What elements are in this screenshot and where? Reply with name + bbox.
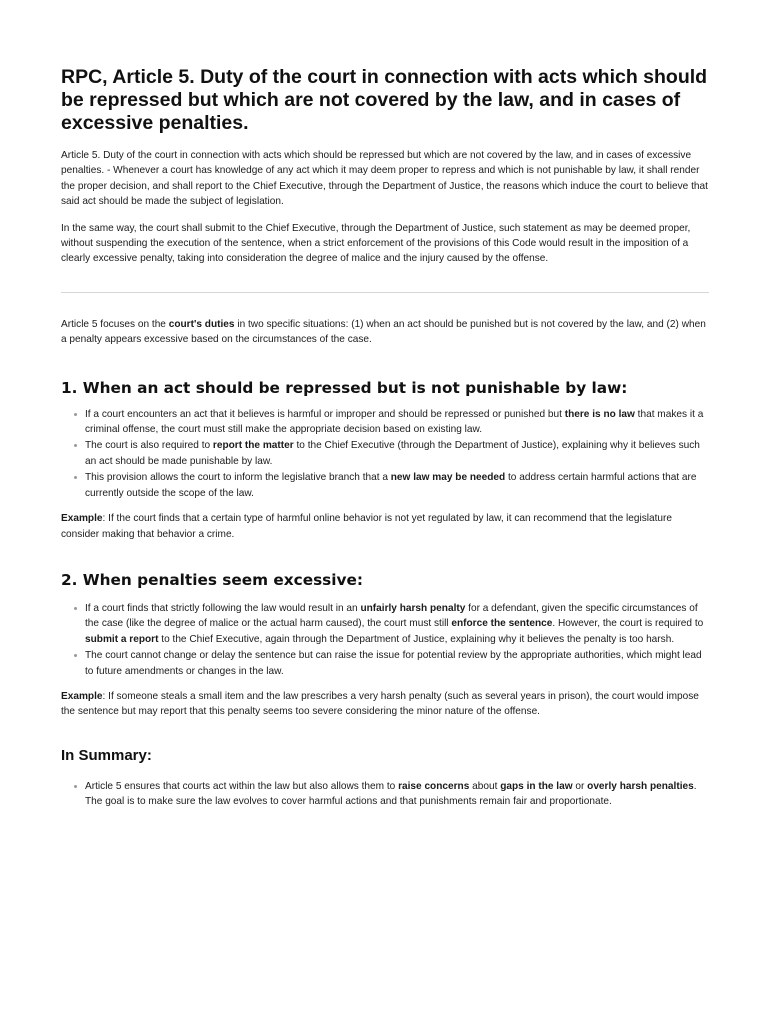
intro-emphasis: court's duties — [168, 318, 235, 330]
summary-heading: In Summary: — [61, 746, 152, 764]
section-2-heading: 2. When penalties seem excessive: — [61, 570, 363, 589]
example-label: Example — [61, 513, 103, 525]
bullet-icon — [74, 476, 77, 479]
statute-paragraph-1: Article 5. Duty of the court in connection with acts which should be repressed but which are not covered by the law, and in cases of excessive penalties. - Whenever a court has knowledge of any act which it may deem proper to repress and which is not punishable by law, it shall render the proper decision, and shall report to the Chief Executive, through the Department of Justice, the reasons which induce the court to believe that said act should be made the subject of legislation. — [61, 150, 708, 208]
bullet-icon — [74, 654, 77, 657]
section-1-example: Example: If the court finds that a certain type of harmful online behavior is not yet regulated by law, it can recommend that the legislature consider making that behavior a crime. — [61, 513, 673, 540]
bullet-icon — [74, 785, 77, 788]
summary-list — [61, 779, 709, 810]
bullet-icon — [74, 444, 77, 447]
list-item: Article 5 ensures that courts act within the law but also allows them to raise concerns about gaps in the law or overly harsh penalties. The goal is to make sure the law evolves to cover harmful actions and that punishments remain fair and proportionate. — [85, 779, 709, 810]
intro-paragraph: Article 5 focuses on the court's duties in two specific situations: (1) when an act should be punished but is not covered by the law, and (2) when a penalty appears excessive based on the circumstances of the case. — [61, 318, 706, 346]
list-item: The court cannot change or delay the sentence but can raise the issue for potential review by the appropriate authorities, which might lead to future amendments or changes in the law. — [85, 648, 709, 679]
section-2-list — [61, 601, 709, 679]
bullet-icon — [74, 607, 77, 610]
bullet-icon — [74, 413, 77, 416]
page-title: RPC, Article 5. Duty of the court in connection with acts which should be repressed but which are not covered by the law, and in cases of excessive penalties. — [61, 66, 708, 134]
section-1-heading: 1. When an act should be repressed but is not punishable by law: — [61, 378, 628, 397]
section-2-example: Example: If someone steals a small item and the law prescribes a very harsh penalty (such as several years in prison), the court would impose the sentence but may report that this penalty seems too severe considering the minor nature of the offense. — [61, 690, 699, 718]
section-1-list — [61, 407, 709, 501]
list-item: If a court finds that strictly following the law would result in an unfairly harsh penalty for a defendant, given the specific circumstances of the case (like the degree of malice or the actual harm caused), the court must still enforce the sentence. However, the court is required to submit a report to the Chief Executive, again through the Department of Justice, explaining why it believes the penalty is too harsh. — [85, 601, 709, 647]
statute-paragraph-2: In the same way, the court shall submit to the Chief Executive, through the Department of Justice, such statement as may be deemed proper, without suspending the execution of the sentence, when a strict enforcement of the provisions of this Code would result in the imposition of a clearly excessive penalty, taking into consideration the degree of malice and the injury caused by the offense. — [61, 222, 691, 265]
list-item: If a court encounters an act that it believes is harmful or improper and should be repressed or punished but there is no law that makes it a criminal offense, the court must still make the appropriate decision based on existing law. — [85, 407, 709, 438]
document-page — [61, 66, 709, 811]
section-divider — [61, 292, 709, 293]
list-item: The court is also required to report the matter to the Chief Executive (through the Department of Justice), explaining why it believes such an act should be made punishable by law. — [85, 438, 709, 469]
list-item: This provision allows the court to inform the legislative branch that a new law may be needed to address certain harmful actions that are currently outside the scope of the law. — [85, 470, 709, 501]
example-label: Example — [61, 690, 103, 702]
